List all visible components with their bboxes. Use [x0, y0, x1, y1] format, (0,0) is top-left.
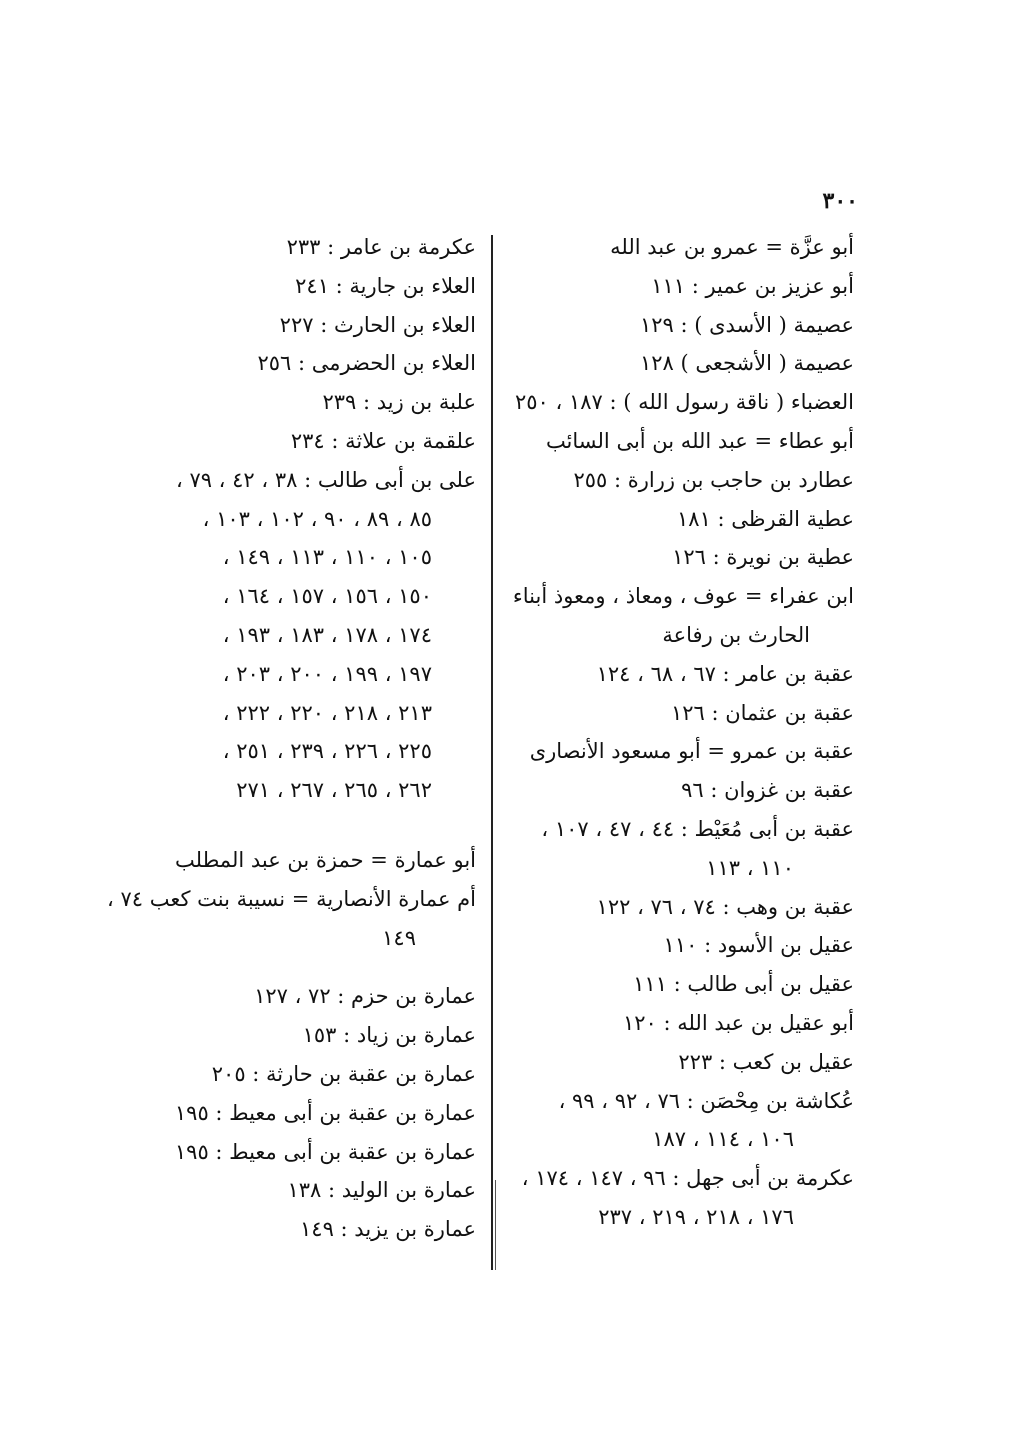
index-entry: أبو عطاء = عبد الله بن أبى السائب: [545, 428, 854, 453]
index-entry-continuation: ١٠٥ ، ١١٠ ، ١١٣ ، ١٤٩ ،: [222, 545, 432, 570]
index-entry: عقيل بن كعب : ٢٢٣: [678, 1049, 854, 1074]
index-entry: عطية بن نويرة : ١٢٦: [672, 545, 854, 570]
index-entry: عطية القرظى : ١٨١: [677, 506, 854, 531]
index-entry: عمارة بن حزم : ٧٢ ، ١٢٧: [254, 984, 476, 1009]
index-entry: عقبة بن غزوان : ٩٦: [681, 778, 854, 803]
index-entry: عُكاشة بن مِحْصَن : ٧٦ ، ٩٢ ، ٩٩ ،: [558, 1088, 854, 1113]
index-entry: عمارة بن عقبة بن أبى معيط : ١٩٥: [174, 1139, 476, 1164]
index-entry: العلاء بن جارية : ٢٤١: [295, 273, 476, 298]
index-entry: أبو عقيل بن عبد الله : ١٢٠: [622, 1010, 854, 1035]
index-entry: أبو عزيز بن عمير : ١١١: [651, 273, 854, 298]
index-entry: عمارة بن يزيد : ١٤٩: [300, 1217, 476, 1242]
index-entry: على بن أبى طالب : ٣٨ ، ٤٢ ، ٧٩ ،: [175, 467, 476, 492]
index-entry-continuation: الحارث بن رفاعة: [662, 622, 810, 647]
index-entry-continuation: ٨٥ ، ٨٩ ، ٩٠ ، ١٠٢ ، ١٠٣ ،: [202, 506, 432, 531]
column-divider-secondary: [495, 1180, 496, 1270]
index-entry-continuation: ١٤٩: [382, 925, 416, 950]
index-entry: عطارد بن حاجب بن زرارة : ٢٥٥: [573, 467, 854, 492]
column-divider: [491, 235, 493, 1270]
index-entry-continuation: ٢٦٢ ، ٢٦٥ ، ٢٦٧ ، ٢٧١: [236, 778, 432, 803]
section-spacer: [131, 810, 476, 841]
index-entry: العضباء ( ناقة رسول الله ) : ١٨٧ ، ٢٥٠: [514, 390, 854, 415]
index-entry: ابن عفراء = عوف ، ومعاذ ، ومعوذ أبناء: [512, 584, 854, 609]
index-entry-continuation: ١٥٠ ، ١٥٦ ، ١٥٧ ، ١٦٤ ،: [222, 584, 432, 609]
index-entry: أم عمارة الأنصارية = نسيبة بنت كعب ٧٤ ،: [107, 886, 476, 911]
index-entry: عقبة بن عمرو = أبو مسعود الأنصارى: [529, 739, 854, 764]
index-entry: عمارة بن عقبة بن حارثة : ٢٠٥: [211, 1061, 476, 1086]
index-entry: عمارة بن الوليد : ١٣٨: [287, 1178, 476, 1203]
index-entry-continuation: ١٩٧ ، ١٩٩ ، ٢٠٠ ، ٢٠٣ ،: [222, 661, 432, 686]
index-entry: علبة بن زيد : ٢٣٩: [322, 390, 476, 415]
index-entry: علقمة بن علاثة : ٢٣٤: [290, 428, 476, 453]
index-entry-continuation: ١١٠ ، ١١٣: [706, 855, 794, 880]
page-number: ٣٠٠: [822, 188, 858, 214]
index-entry: العلاء بن الحارث : ٢٢٧: [279, 312, 476, 337]
index-entry: عكرمة بن عامر : ٢٣٣: [286, 235, 476, 259]
index-entry: عصيمة ( الأشجعى ) ١٢٨: [639, 351, 854, 376]
index-entry-continuation: ١٧٤ ، ١٧٨ ، ١٨٣ ، ١٩٣ ،: [222, 622, 432, 647]
index-entry-continuation: ١٠٦ ، ١١٤ ، ١٨٧: [652, 1127, 794, 1152]
index-entry-continuation: ١٧٦ ، ٢١٨ ، ٢١٩ ، ٢٣٧: [598, 1204, 794, 1229]
index-entry: عقبة بن وهب : ٧٤ ، ٧٦ ، ١٢٢: [596, 894, 854, 919]
index-entry: عقبة بن عامر : ٦٧ ، ٦٨ ، ١٢٤: [596, 661, 854, 686]
index-entry: أبو عمارة = حمزة بن عبد المطلب: [175, 847, 476, 872]
index-entry: عقبة بن عثمان : ١٢٦: [670, 700, 854, 725]
index-entry: عقيل بن أبى طالب : ١١١: [633, 972, 854, 997]
index-entry: عمارة بن زياد : ١٥٣: [302, 1023, 476, 1048]
index-entry: عكرمة بن أبى جهل : ٩٦ ، ١٤٧ ، ١٧٤ ،: [521, 1166, 854, 1191]
index-entry-continuation: ٢١٣ ، ٢١٨ ، ٢٢٠ ، ٢٢٢ ،: [222, 700, 432, 725]
index-column-left: [107, 228, 476, 1249]
index-entry: عقبة بن أبى مُعَيْط : ٤٤ ، ٤٧ ، ١٠٧ ،: [541, 816, 854, 841]
index-column-right: [512, 228, 854, 1237]
index-entry: أبو عزَّة = عمرو بن عبد الله: [610, 235, 854, 259]
section-spacer: [131, 957, 476, 977]
index-entry: عمارة بن عقبة بن أبى معيط : ١٩٥: [174, 1100, 476, 1125]
index-entry-continuation: ٢٢٥ ، ٢٢٦ ، ٢٣٩ ، ٢٥١ ،: [222, 739, 432, 764]
index-entry: العلاء بن الحضرمى : ٢٥٦: [257, 351, 476, 376]
index-entry: عقيل بن الأسود : ١١٠: [663, 933, 854, 958]
index-entry: عصيمة ( الأسدى ) : ١٢٩: [639, 312, 854, 337]
